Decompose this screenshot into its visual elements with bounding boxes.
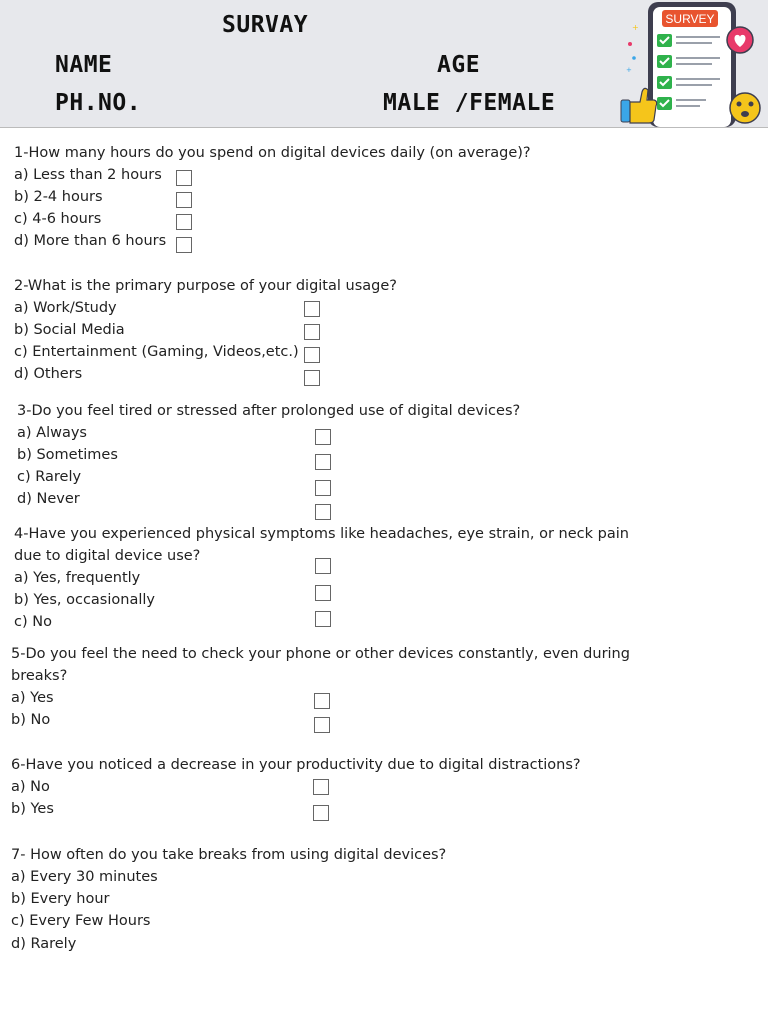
question-2-checkbox-c[interactable] <box>304 347 320 363</box>
survey-title: SURVAY <box>222 12 309 38</box>
question-7: 7- How often do you take breaks from using digital devices? <box>11 847 447 863</box>
question-6: 6-Have you noticed a decrease in your productivity due to digital distractions? <box>11 757 581 773</box>
question-1-option-d: d) More than 6 hours <box>14 233 167 249</box>
question-7-option-b: b) Every hour <box>11 891 110 907</box>
question-1-option-c: c) 4-6 hours <box>14 211 102 227</box>
question-2-option-d: d) Others <box>14 366 83 382</box>
question-5-option-b: b) No <box>11 712 51 728</box>
question-3-option-a: a) Always <box>17 425 87 441</box>
question-4-line-1: 4-Have you experienced physical symptoms like headaches, eye strain, or neck pain <box>14 526 629 542</box>
question-3-option-c: c) Rarely <box>17 469 82 485</box>
question-3-checkbox-d[interactable] <box>315 504 331 520</box>
question-4-option-c: c) No <box>14 614 52 630</box>
svg-text:+: + <box>626 66 632 74</box>
question-1: 1-How many hours do you spend on digital devices daily (on average)? <box>14 145 531 161</box>
question-4-checkbox-b[interactable] <box>315 585 331 601</box>
question-1-checkbox-c[interactable] <box>176 214 192 230</box>
question-7-option-c: c) Every Few Hours <box>11 913 151 929</box>
question-7-option-d: d) Rarely <box>11 936 77 952</box>
question-2-checkbox-d[interactable] <box>304 370 320 386</box>
question-3-checkbox-c[interactable] <box>315 480 331 496</box>
question-3-checkbox-a[interactable] <box>315 429 331 445</box>
question-5-line-2: breaks? <box>11 668 68 684</box>
survey-badge: SURVEY <box>665 12 715 26</box>
question-3-checkbox-b[interactable] <box>315 454 331 470</box>
question-2-option-c: c) Entertainment (Gaming, Videos,etc.) <box>14 344 299 360</box>
question-5-checkbox-b[interactable] <box>314 717 330 733</box>
question-6-checkbox-a[interactable] <box>313 779 329 795</box>
question-6-option-a: a) No <box>11 779 50 795</box>
age-label: AGE <box>437 52 481 78</box>
question-4-checkbox-a[interactable] <box>315 558 331 574</box>
heart-icon <box>727 27 753 53</box>
question-5-option-a: a) Yes <box>11 690 54 706</box>
question-4-option-b: b) Yes, occasionally <box>14 592 155 608</box>
question-5-line-1: 5-Do you feel the need to check your phone or other devices constantly, even during <box>11 646 630 662</box>
question-2-option-b: b) Social Media <box>14 322 125 338</box>
question-3-option-b: b) Sometimes <box>17 447 118 463</box>
question-1-option-b: b) 2-4 hours <box>14 189 103 205</box>
question-5-checkbox-a[interactable] <box>314 693 330 709</box>
question-6-checkbox-b[interactable] <box>313 805 329 821</box>
question-4-line-2: due to digital device use? <box>14 548 201 564</box>
question-6-option-b: b) Yes <box>11 801 54 817</box>
phone-label: PH.NO. <box>55 90 142 116</box>
question-1-checkbox-d[interactable] <box>176 237 192 253</box>
question-4-option-a: a) Yes, frequently <box>14 570 141 586</box>
name-label: NAME <box>55 52 113 78</box>
question-2: 2-What is the primary purpose of your digital usage? <box>14 278 397 294</box>
question-1-option-a: a) Less than 2 hours <box>14 167 162 183</box>
question-2-option-a: a) Work/Study <box>14 300 117 316</box>
question-3: 3-Do you feel tired or stressed after prolonged use of digital devices? <box>17 403 521 419</box>
question-1-checkbox-a[interactable] <box>176 170 192 186</box>
survey-header <box>0 0 768 128</box>
question-3-option-d: d) Never <box>17 491 80 507</box>
survey-illustration <box>618 0 768 127</box>
question-7-option-a: a) Every 30 minutes <box>11 869 158 885</box>
gender-label: MALE /FEMALE <box>383 90 556 116</box>
svg-text:+: + <box>632 23 639 32</box>
question-2-checkbox-a[interactable] <box>304 301 320 317</box>
question-4-checkbox-c[interactable] <box>315 611 331 627</box>
question-1-checkbox-b[interactable] <box>176 192 192 208</box>
question-2-checkbox-b[interactable] <box>304 324 320 340</box>
emoji-face-icon <box>730 93 760 123</box>
